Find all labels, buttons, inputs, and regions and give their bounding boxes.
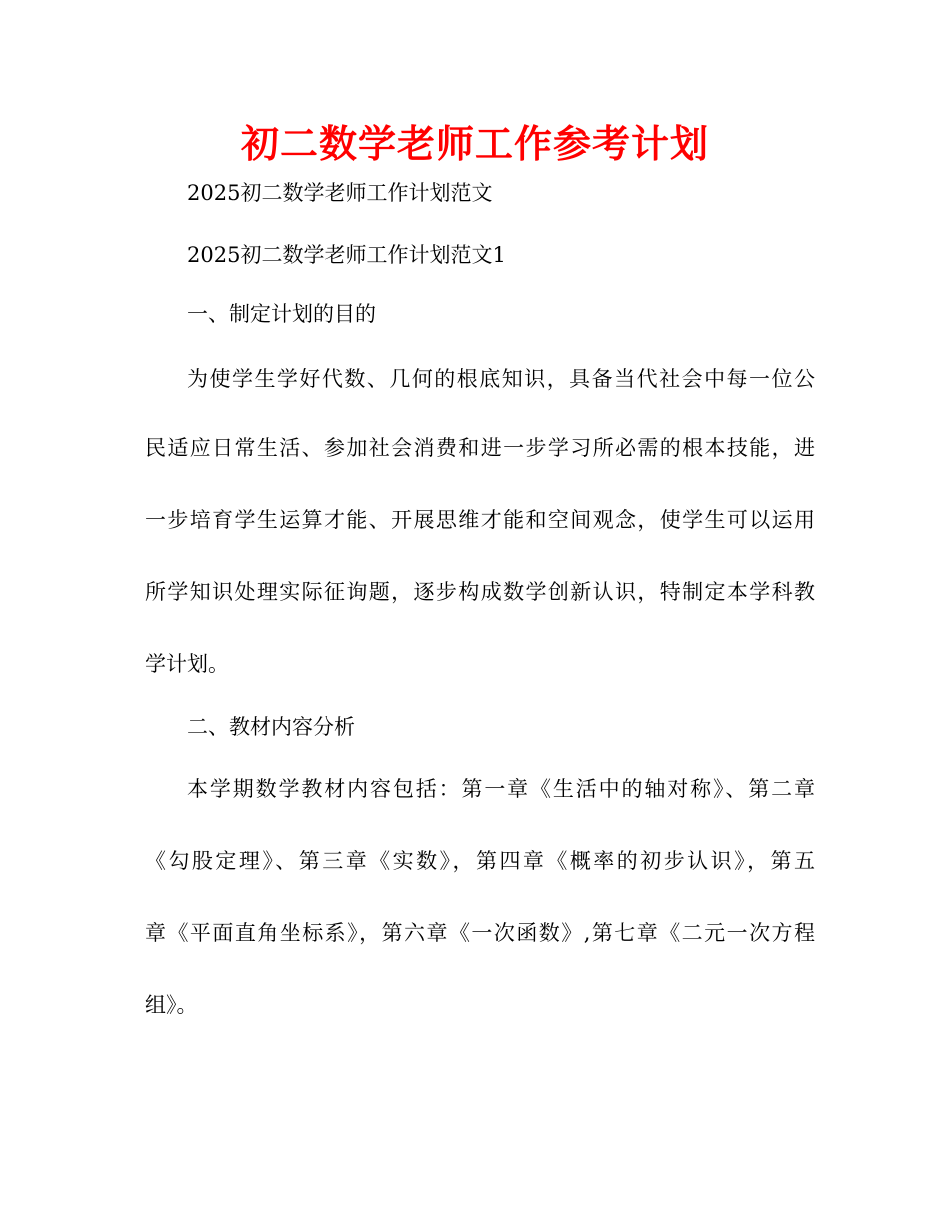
document-subtitle: 2025初二数学老师工作计划范文 xyxy=(187,181,493,205)
paragraph-line: 所学知识处理实际征询题，逐步构成数学创新认识，特制定本学科教 xyxy=(145,580,815,604)
paragraph-line: 本学期数学教材内容包括：第一章《生活中的轴对称》、第二章 xyxy=(187,777,815,801)
paragraph-line: 学计划。 xyxy=(145,652,229,676)
document-title: 初二数学老师工作参考计划 xyxy=(240,122,709,166)
heading-purpose: 一、制定计划的目的 xyxy=(187,302,376,326)
paragraph-line: 章《平面直角坐标系》，第六章《一次函数》,第七章《二元一次方程 xyxy=(145,921,815,945)
paragraph-line: 一步培育学生运算才能、开展思维才能和空间观念，使学生可以运用 xyxy=(145,508,815,532)
section-heading: 2025初二数学老师工作计划范文1 xyxy=(187,243,506,267)
heading-textbook-analysis: 二、教材内容分析 xyxy=(187,715,355,739)
paragraph-line: 组》。 xyxy=(145,993,198,1017)
paragraph-line: 《勾股定理》、第三章《实数》，第四章《概率的初步认识》，第五 xyxy=(145,849,815,873)
paragraph-line: 民适应日常生活、参加社会消费和进一步学习所必需的根本技能，进 xyxy=(145,436,815,460)
paragraph-line: 为使学生学好代数、几何的根底知识，具备当代社会中每一位公 xyxy=(187,367,815,391)
